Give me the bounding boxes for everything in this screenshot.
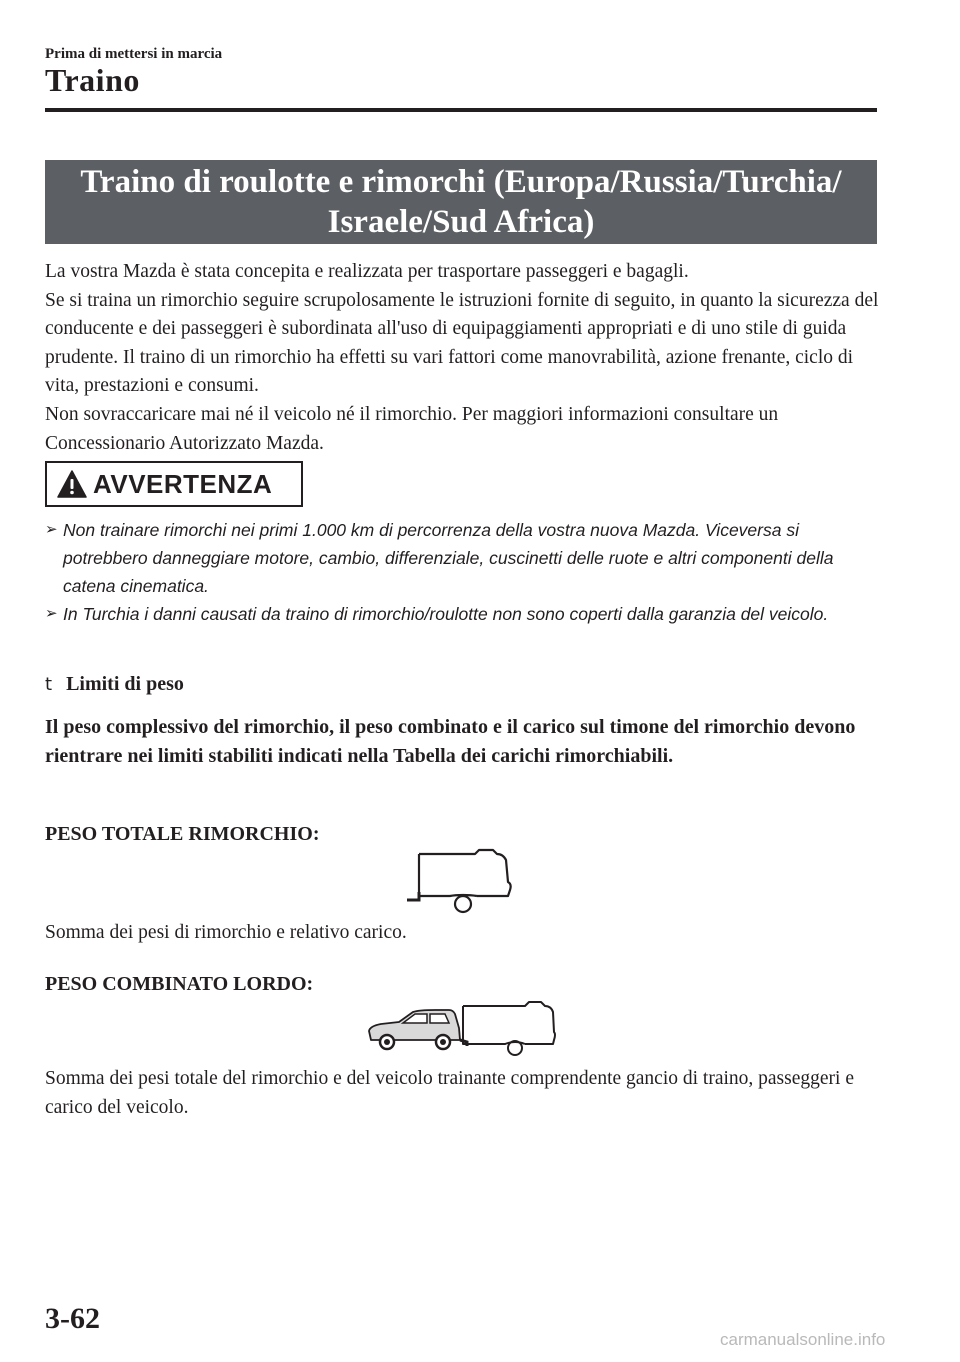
intro-paragraph-2: Se si traina un rimorchio seguire scrupolosamente le istruzioni fornite di seguito, in quanto la sicurezza del conducente e dei passeggeri è subordinata all'uso di equipaggiamenti appropriati e di uno stile di guida prudente. Il traino di un rimorchio ha effetti su vari fattori come manovrabilità, azione frenante, ciclo di vita, prestazioni e consumi. bbox=[45, 289, 879, 397]
gross-combined-weight-label: PESO COMBINATO LORDO: bbox=[45, 973, 314, 995]
weights-intro: Il peso complessivo del rimorchio, il peso combinato e il carico sul timone del rimorchio devono rientrare nei limiti stabiliti indicati nella Tabella dei carichi rimorchiabili. bbox=[45, 716, 856, 767]
arrow-bullet-icon: ➢ bbox=[45, 521, 58, 538]
trailer-icon bbox=[405, 846, 515, 918]
banner-line-2: Israele/Sud Africa) bbox=[327, 204, 595, 240]
total-trailer-weight-desc: Somma dei pesi di rimorchio e relativo carico. bbox=[45, 922, 407, 943]
header-rule bbox=[45, 108, 877, 112]
weights-heading-text: Limiti di peso bbox=[66, 673, 184, 695]
watermark: carmanualsonline.info bbox=[720, 1330, 886, 1349]
warning-triangle-icon bbox=[57, 470, 87, 498]
page-number: 3-62 bbox=[45, 1302, 100, 1335]
intro-paragraph-3: Non sovraccaricare mai né il veicolo né il rimorchio. Per maggiori informazioni consultare un Concessionario Autorizzato Mazda. bbox=[45, 403, 779, 454]
warning-item bbox=[45, 516, 875, 600]
section-title: Traino bbox=[45, 62, 140, 98]
chapter-kicker: Prima di mettersi in marcia bbox=[45, 46, 223, 62]
weights-heading bbox=[45, 673, 184, 696]
arrow-bullet-icon: ➢ bbox=[45, 605, 58, 622]
total-trailer-weight-label: PESO TOTALE RIMORCHIO: bbox=[45, 823, 320, 845]
topic-banner bbox=[45, 160, 877, 244]
heading-bullet: t bbox=[45, 674, 53, 695]
warning-label: AVVERTENZA bbox=[93, 468, 273, 499]
warning-box bbox=[45, 461, 303, 507]
banner-line-1: Traino di roulotte e rimorchi (Europa/Russia/Turchia/ bbox=[80, 164, 842, 200]
warning-list bbox=[45, 516, 875, 628]
warning-item-text: Non trainare rimorchi nei primi 1.000 km di percorrenza della vostra nuova Mazda. Viceversa si potrebbero danneggiare motore, cambio, differenziale, cuscinetti delle ruote e altri componenti della catena cinematica. bbox=[63, 520, 834, 596]
intro-text bbox=[45, 258, 885, 458]
car-with-trailer-icon bbox=[365, 998, 557, 1058]
intro-paragraph-1: La vostra Mazda è stata concepita e realizzata per trasportare passeggeri e bagagli. bbox=[45, 261, 689, 282]
gross-combined-weight-desc: Somma dei pesi totale del rimorchio e del veicolo trainante comprendente gancio di traino, passeggeri e carico del veicolo. bbox=[45, 1068, 854, 1118]
warning-item-text: In Turchia i danni causati da traino di rimorchio/roulotte non sono coperti dalla garanzia del veicolo. bbox=[63, 604, 829, 624]
warning-item bbox=[45, 600, 875, 628]
